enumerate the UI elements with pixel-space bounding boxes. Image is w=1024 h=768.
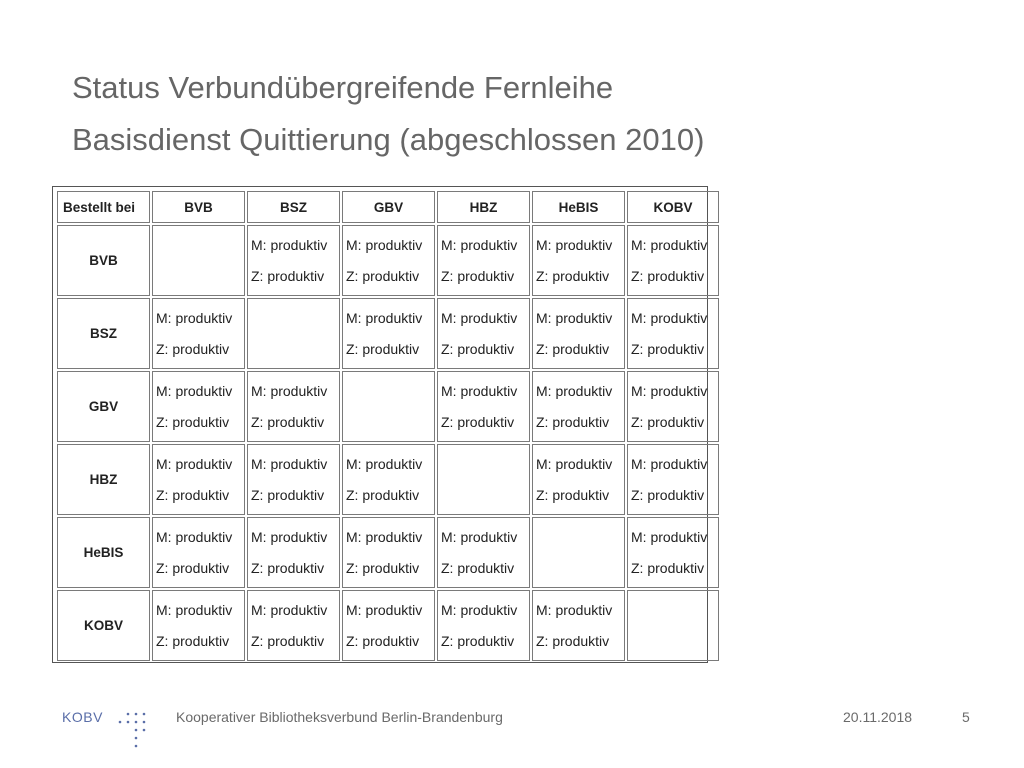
status-z-text: Z: produktiv (251, 487, 325, 503)
status-m-text: M: produktiv (156, 383, 233, 399)
status-m-text: M: produktiv (441, 237, 518, 253)
status-table (55, 189, 721, 663)
status-cell (532, 298, 625, 369)
status-cell (152, 298, 245, 369)
page-number: 5 (962, 709, 970, 725)
status-cell (247, 371, 340, 442)
status-m-text: M: produktiv (441, 383, 518, 399)
row-header: BSZ (57, 298, 150, 369)
status-z-text: Z: produktiv (441, 341, 515, 357)
status-cell (152, 444, 245, 515)
status-cell (247, 444, 340, 515)
status-cell (532, 444, 625, 515)
status-m-text: M: produktiv (251, 602, 328, 618)
status-m-text: M: produktiv (631, 237, 708, 253)
table-row (57, 298, 719, 369)
column-header: BSZ (247, 191, 340, 223)
row-header: HeBIS (57, 517, 150, 588)
footer-organization: Kooperativer Bibliotheksverbund Berlin-Brandenburg (176, 709, 503, 725)
status-m-text: M: produktiv (346, 529, 423, 545)
table-row (57, 225, 719, 296)
status-m-text: M: produktiv (631, 456, 708, 472)
status-z-text: Z: produktiv (631, 560, 705, 576)
status-z-text: Z: produktiv (156, 414, 230, 430)
status-cell (437, 225, 530, 296)
status-z-text: Z: produktiv (251, 560, 325, 576)
status-cell (627, 517, 719, 588)
status-cell (152, 590, 245, 661)
row-header: BVB (57, 225, 150, 296)
status-z-text: Z: produktiv (156, 487, 230, 503)
status-z-text: Z: produktiv (441, 414, 515, 430)
status-cell (532, 590, 625, 661)
status-z-text: Z: produktiv (346, 633, 420, 649)
status-z-text: Z: produktiv (156, 341, 230, 357)
status-z-text: Z: produktiv (251, 414, 325, 430)
status-z-text: Z: produktiv (156, 560, 230, 576)
column-header: GBV (342, 191, 435, 223)
status-z-text: Z: produktiv (536, 268, 610, 284)
column-header: HBZ (437, 191, 530, 223)
table-row (57, 517, 719, 588)
status-z-text: Z: produktiv (441, 633, 515, 649)
footer-date: 20.11.2018 (843, 709, 913, 725)
status-m-text: M: produktiv (631, 310, 708, 326)
status-cell (627, 225, 719, 296)
status-cell (247, 298, 340, 369)
column-header: KOBV (627, 191, 719, 223)
status-cell (627, 371, 719, 442)
status-cell (152, 371, 245, 442)
status-m-text: M: produktiv (441, 602, 518, 618)
row-header: GBV (57, 371, 150, 442)
status-z-text: Z: produktiv (251, 268, 325, 284)
status-m-text: M: produktiv (441, 310, 518, 326)
table-row (57, 444, 719, 515)
column-header: BVB (152, 191, 245, 223)
status-m-text: M: produktiv (156, 529, 233, 545)
column-header: HeBIS (532, 191, 625, 223)
dot-grid-icon (116, 710, 156, 756)
status-cell (342, 298, 435, 369)
status-m-text: M: produktiv (251, 529, 328, 545)
footer (0, 706, 1024, 736)
status-cell (342, 444, 435, 515)
table-row (57, 590, 719, 661)
status-cell (627, 298, 719, 369)
footer-logo: KOBV (62, 709, 103, 725)
status-matrix (52, 186, 708, 663)
status-cell (532, 225, 625, 296)
status-cell (532, 517, 625, 588)
status-cell (342, 371, 435, 442)
status-m-text: M: produktiv (251, 383, 328, 399)
status-cell (627, 590, 719, 661)
status-z-text: Z: produktiv (631, 414, 705, 430)
row-header: HBZ (57, 444, 150, 515)
status-z-text: Z: produktiv (346, 341, 420, 357)
status-cell (437, 371, 530, 442)
status-z-text: Z: produktiv (536, 341, 610, 357)
status-z-text: Z: produktiv (441, 560, 515, 576)
status-m-text: M: produktiv (536, 456, 613, 472)
status-m-text: M: produktiv (536, 383, 613, 399)
status-z-text: Z: produktiv (631, 341, 705, 357)
table-row (57, 371, 719, 442)
status-cell (152, 517, 245, 588)
status-z-text: Z: produktiv (346, 560, 420, 576)
status-cell (247, 225, 340, 296)
status-cell (437, 444, 530, 515)
status-m-text: M: produktiv (536, 310, 613, 326)
status-m-text: M: produktiv (346, 237, 423, 253)
status-z-text: Z: produktiv (631, 487, 705, 503)
status-cell (437, 590, 530, 661)
status-m-text: M: produktiv (156, 602, 233, 618)
status-cell (342, 517, 435, 588)
status-m-text: M: produktiv (536, 602, 613, 618)
slide-title (72, 62, 704, 166)
title-line-2: Basisdienst Quittierung (abgeschlossen 2010) (72, 122, 705, 157)
row-header: KOBV (57, 590, 150, 661)
status-cell (247, 517, 340, 588)
status-m-text: M: produktiv (251, 456, 328, 472)
status-m-text: M: produktiv (346, 456, 423, 472)
header-row (57, 191, 719, 223)
status-m-text: M: produktiv (631, 529, 708, 545)
status-z-text: Z: produktiv (536, 487, 610, 503)
status-z-text: Z: produktiv (346, 487, 420, 503)
status-m-text: M: produktiv (156, 456, 233, 472)
status-cell (342, 225, 435, 296)
status-m-text: M: produktiv (631, 383, 708, 399)
status-z-text: Z: produktiv (251, 633, 325, 649)
status-m-text: M: produktiv (536, 237, 613, 253)
status-cell (532, 371, 625, 442)
status-cell (627, 444, 719, 515)
status-cell (437, 517, 530, 588)
status-z-text: Z: produktiv (441, 268, 515, 284)
status-z-text: Z: produktiv (536, 414, 610, 430)
status-z-text: Z: produktiv (631, 268, 705, 284)
status-z-text: Z: produktiv (346, 268, 420, 284)
corner-header: Bestellt bei (57, 191, 150, 223)
status-z-text: Z: produktiv (156, 633, 230, 649)
status-cell (152, 225, 245, 296)
title-line-1: Status Verbundübergreifende Fernleihe (72, 70, 614, 105)
status-z-text: Z: produktiv (536, 633, 610, 649)
status-cell (437, 298, 530, 369)
status-m-text: M: produktiv (251, 237, 328, 253)
status-m-text: M: produktiv (346, 310, 423, 326)
status-m-text: M: produktiv (441, 529, 518, 545)
status-m-text: M: produktiv (156, 310, 233, 326)
status-cell (342, 590, 435, 661)
status-m-text: M: produktiv (346, 602, 423, 618)
status-cell (247, 590, 340, 661)
